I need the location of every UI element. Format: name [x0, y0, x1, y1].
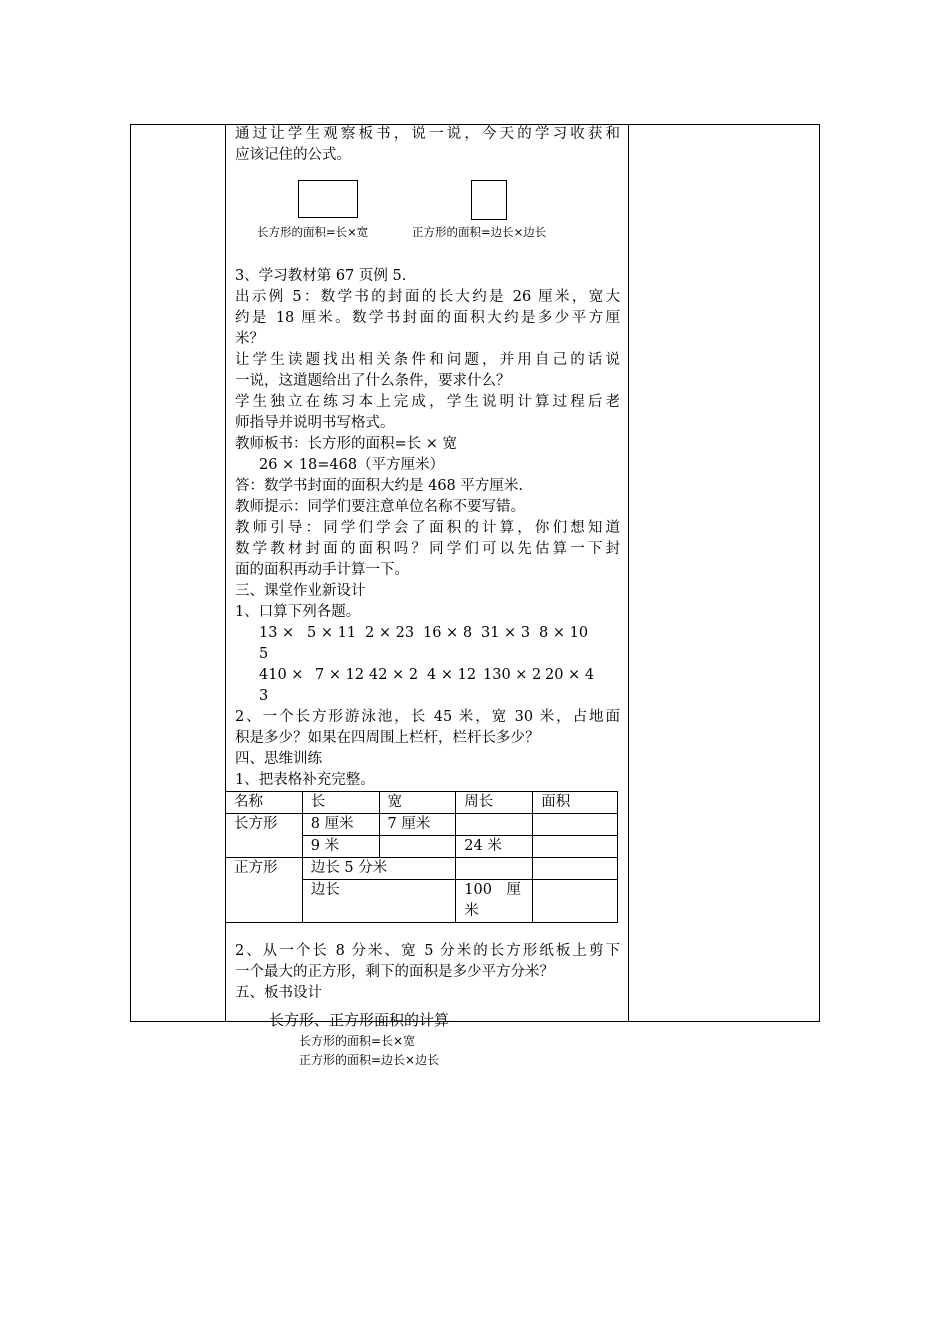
mental-math-row-1 — [235, 623, 620, 665]
table-cell-empty — [533, 880, 618, 923]
lesson-line: 出示例 5：数学书的封面的长大约是 26 厘米，宽大 — [235, 289, 620, 305]
table-cell-empty — [379, 836, 456, 858]
table-cell-empty — [456, 814, 533, 836]
board-design-line-1: 长方形的面积=长×宽 — [299, 1034, 416, 1048]
intro-line-2: 应该记住的公式。 — [235, 147, 351, 163]
fill-in-table — [225, 791, 618, 923]
table-cell-empty — [456, 858, 533, 880]
math-item: 31 × 3 — [481, 625, 531, 641]
table-cell: 边长 5 分米 — [302, 858, 456, 880]
table-header: 面积 — [533, 792, 618, 814]
table-cell: 24 米 — [456, 836, 533, 858]
lesson-line: 让学生读题找出相关条件和问题，并用自己的话说 — [235, 352, 620, 368]
lesson-line: 答：数学书封面的面积大约是 468 平方厘米. — [235, 478, 524, 494]
section-heading: 五、板书设计 — [235, 985, 322, 1001]
intro-line-1: 通过让学生观察板书，说一说，今天的学习收获和 — [235, 126, 620, 142]
lesson-line: 26 × 18=468（平方厘米） — [259, 457, 445, 473]
square-formula-caption: 正方形的面积=边长×边长 — [412, 225, 547, 239]
math-item: 8 × 10 — [539, 625, 589, 641]
rectangle-formula-caption: 长方形的面积=长×宽 — [257, 225, 369, 239]
perimeter-value-line-2: 米 — [464, 903, 479, 919]
math-item: 16 × 8 — [423, 625, 473, 641]
lesson-line: 1、把表格补充完整。 — [235, 772, 375, 788]
math-item: 20 × 4 — [545, 667, 595, 683]
table-cell: 8 厘米 — [302, 814, 379, 836]
square-shape — [471, 180, 507, 220]
lesson-line: 米？ — [235, 331, 264, 347]
spacer — [235, 923, 620, 941]
lesson-line: 学生独立在练习本上完成，学生说明计算过程后老 — [235, 394, 620, 410]
lesson-line: 积是多少？如果在四周围上栏杆，栏杆长多少？ — [235, 730, 540, 746]
lesson-line: 一个最大的正方形，剩下的面积是多少平方分米？ — [235, 964, 554, 980]
lesson-content — [235, 124, 620, 1070]
math-item: 13 × 5 — [259, 625, 295, 662]
board-design-line-2: 正方形的面积=边长×边长 — [299, 1053, 440, 1067]
row-label-square: 正方形 — [226, 858, 303, 923]
math-item: 4 × 12 — [427, 667, 477, 683]
lesson-line: 教师提示：同学们要注意单位名称不要写错。 — [235, 499, 525, 515]
math-item: 410 × 3 — [259, 667, 304, 704]
lesson-line: 数学教材封面的面积吗？同学们可以先估算一下封 — [235, 541, 620, 557]
table-cell-empty — [533, 836, 618, 858]
lesson-line: 一说，这道题给出了什么条件，要求什么？ — [235, 373, 511, 389]
lesson-line: 教师引导：同学们学会了面积的计算，你们想知道 — [235, 520, 620, 536]
table-header-row — [226, 792, 618, 814]
mental-math-row-2 — [235, 665, 620, 707]
table-row — [226, 858, 618, 880]
math-item: 130 × 2 — [483, 667, 542, 683]
math-item: 5 × 11 — [307, 625, 357, 641]
lesson-line: 教师板书：长方形的面积=长 × 宽 — [235, 436, 458, 452]
perimeter-value-line-1: 100 厘 — [464, 882, 521, 898]
column-divider-right — [628, 125, 629, 1021]
table-cell: 7 厘米 — [379, 814, 456, 836]
lesson-line: 1、口算下列各题。 — [235, 604, 361, 620]
table-header: 周长 — [456, 792, 533, 814]
table-cell: 9 米 — [302, 836, 379, 858]
section-heading: 三、课堂作业新设计 — [235, 583, 366, 599]
table-cell: 边长 — [302, 880, 456, 923]
lesson-line: 2、从一个长 8 分米、宽 5 分米的长方形纸板上剪下 — [235, 943, 620, 959]
board-design-title: 长方形、正方形面积的计算 — [269, 1011, 450, 1029]
lesson-line: 面的面积再动手计算一下。 — [235, 562, 409, 578]
table-row — [226, 814, 618, 836]
table-header: 名称 — [226, 792, 303, 814]
lesson-line: 约是 18 厘米。数学书封面的面积大约是多少平方厘 — [235, 310, 620, 326]
shape-diagrams — [235, 166, 620, 266]
section-heading: 四、思维训练 — [235, 751, 322, 767]
math-item: 2 × 23 — [365, 625, 415, 641]
math-item: 7 × 12 — [315, 667, 365, 683]
lesson-line: 3、学习教材第 67 页例 5. — [235, 268, 407, 284]
table-header: 长 — [302, 792, 379, 814]
table-cell-empty — [533, 814, 618, 836]
math-item: 42 × 2 — [369, 667, 419, 683]
lesson-line: 师指导并说明书写格式。 — [235, 415, 395, 431]
table-cell — [456, 880, 533, 923]
table-cell-empty — [533, 858, 618, 880]
lesson-line: 2、一个长方形游泳池，长 45 米，宽 30 米，占地面 — [235, 709, 620, 725]
row-label-rectangle: 长方形 — [226, 814, 303, 858]
rectangle-shape — [298, 180, 358, 218]
table-header: 宽 — [379, 792, 456, 814]
